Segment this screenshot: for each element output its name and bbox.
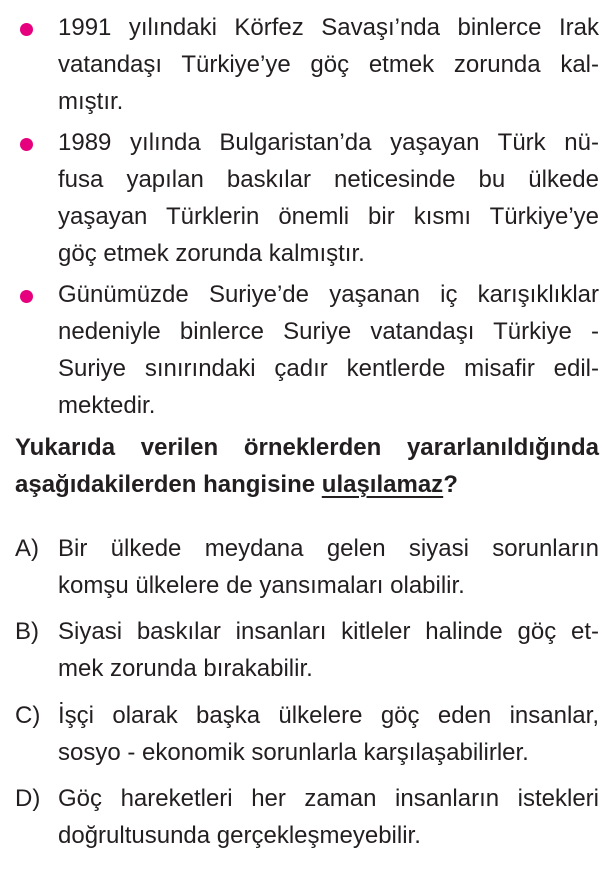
question-line: Yukarıda verilen örneklerden yararlanıldığında: [15, 434, 599, 461]
bullet-line: 1991 yılındaki Körfez Savaşı’nda binlerce Irak: [58, 14, 599, 41]
bullet-line: vatandaşı Türkiye’ye göç etmek zorunda kal-: [58, 51, 599, 78]
bullet-line: 1989 yılında Bulgaristan’da yaşayan Türk nü-: [58, 129, 599, 156]
option-letter: C): [15, 702, 41, 729]
option-letter: D): [15, 785, 41, 812]
bullet-line: nedeniyle binlerce Suriye vatandaşı Türkiye -: [58, 318, 599, 345]
question-line-prefix: aşağıdakilerden hangisine: [15, 471, 322, 498]
bullet-line: mektedir.: [58, 392, 156, 419]
bullet-line: Suriye sınırındaki çadır kentlerde misafir edil-: [58, 355, 599, 382]
question-line: [15, 473, 458, 497]
option-line: mek zorunda bırakabilir.: [58, 655, 313, 682]
option-line: Göç hareketleri her zaman insanların istekleri: [58, 785, 599, 812]
option-line: Bir ülkede meydana gelen siyasi sorunların: [58, 535, 599, 562]
bullet-line: mıştır.: [58, 88, 124, 115]
bullet-line: Günümüzde Suriye’de yaşanan iç karışıklıklar: [58, 281, 599, 308]
option-line: sosyo - ekonomik sorunlarla karşılaşabilirler.: [58, 739, 529, 766]
option-letter: B): [15, 618, 39, 645]
question-mark: ?: [443, 471, 458, 498]
bullet-line: fusa yapılan baskılar neticesinde bu ülkede: [58, 166, 599, 193]
bullet-dot-icon: [20, 138, 33, 151]
bullet-dot-icon: [20, 290, 33, 303]
option-line: İşçi olarak başka ülkelere göç eden insanlar,: [58, 702, 599, 729]
bullet-line: göç etmek zorunda kalmıştır.: [58, 240, 365, 267]
option-line: doğrultusunda gerçekleşmeyebilir.: [58, 822, 421, 849]
option-line: komşu ülkelere de yansımaları olabilir.: [58, 572, 465, 599]
option-line: Siyasi baskılar insanları kitleler halinde göç et-: [58, 618, 599, 645]
bullet-dot-icon: [20, 23, 33, 36]
option-letter: A): [15, 535, 39, 562]
bullet-line: yaşayan Türklerin önemli bir kısmı Türkiye’ye: [58, 203, 599, 230]
question-emphasis: ulaşılamaz: [321, 471, 444, 498]
